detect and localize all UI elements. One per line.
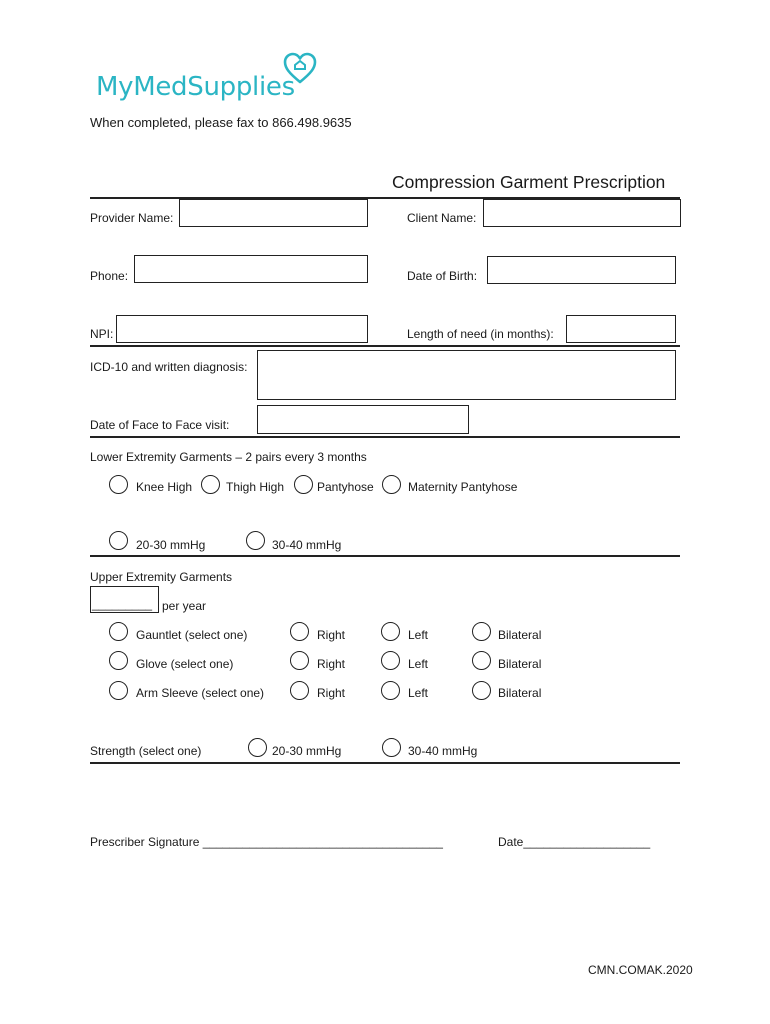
- icd10-diagnosis-input[interactable]: [257, 350, 676, 400]
- knee-high-radio[interactable]: [109, 475, 128, 494]
- pantyhose-radio[interactable]: [294, 475, 313, 494]
- form-code: CMN.COMAK.2020: [588, 963, 693, 977]
- glove-bilateral-label: Bilateral: [498, 657, 542, 671]
- strength-30-40-label: 30-40 mmHg: [408, 744, 478, 758]
- phone-input[interactable]: [134, 255, 368, 283]
- divider: [90, 555, 680, 557]
- prescriber-signature-field[interactable]: Prescriber Signature ____________________________________: [90, 835, 443, 849]
- brand-logo: MyMedSupplies: [96, 72, 295, 102]
- upper-extremity-heading: Upper Extremity Garments: [90, 570, 233, 584]
- arm-sleeve-left-label: Left: [408, 686, 429, 700]
- lower-extremity-heading: Lower Extremity Garments – 2 pairs every 3 months: [90, 450, 367, 464]
- npi-input[interactable]: [116, 315, 368, 343]
- gauntlet-bilateral-label: Bilateral: [498, 628, 542, 642]
- thigh-high-label: Thigh High: [226, 480, 285, 494]
- face-to-face-date-input[interactable]: [257, 405, 469, 434]
- thigh-high-radio[interactable]: [201, 475, 220, 494]
- glove-label: Glove (select one): [136, 657, 234, 671]
- glove-radio[interactable]: [109, 651, 128, 670]
- maternity-pantyhose-label: Maternity Pantyhose: [408, 480, 518, 494]
- date-of-birth-input[interactable]: [487, 256, 676, 284]
- form-title: Compression Garment Prescription: [392, 172, 666, 192]
- phone-label: Phone:: [90, 269, 129, 283]
- strength-30-40-radio[interactable]: [382, 738, 401, 757]
- glove-right-radio[interactable]: [290, 651, 309, 670]
- divider: [90, 345, 680, 347]
- strength-20-30-label: 20-30 mmHg: [272, 744, 342, 758]
- glove-right-label: Right: [317, 657, 346, 671]
- date-of-birth-label: Date of Birth:: [407, 269, 478, 283]
- signature-date-field[interactable]: Date___________________: [498, 835, 651, 849]
- divider: [90, 436, 680, 438]
- gauntlet-right-label: Right: [317, 628, 346, 642]
- lower-30-40-radio[interactable]: [246, 531, 265, 550]
- arm-sleeve-left-radio[interactable]: [381, 681, 400, 700]
- glove-bilateral-radio[interactable]: [472, 651, 491, 670]
- arm-sleeve-right-label: Right: [317, 686, 346, 700]
- heart-logo-icon: [283, 52, 317, 86]
- lower-20-30-label: 20-30 mmHg: [136, 538, 206, 552]
- per-year-label: per year: [162, 599, 207, 613]
- length-of-need-input[interactable]: [566, 315, 676, 343]
- arm-sleeve-radio[interactable]: [109, 681, 128, 700]
- length-of-need-label: Length of need (in months):: [407, 327, 554, 341]
- strength-20-30-radio[interactable]: [248, 738, 267, 757]
- lower-30-40-label: 30-40 mmHg: [272, 538, 342, 552]
- provider-name-label: Provider Name:: [90, 211, 174, 225]
- face-to-face-label: Date of Face to Face visit:: [90, 418, 230, 432]
- gauntlet-left-radio[interactable]: [381, 622, 400, 641]
- pantyhose-label: Pantyhose: [317, 480, 374, 494]
- maternity-pantyhose-radio[interactable]: [382, 475, 401, 494]
- divider: [90, 762, 680, 764]
- icd10-label: ICD-10 and written diagnosis:: [90, 360, 248, 374]
- arm-sleeve-label: Arm Sleeve (select one): [136, 686, 265, 700]
- gauntlet-left-label: Left: [408, 628, 429, 642]
- knee-high-label: Knee High: [136, 480, 193, 494]
- arm-sleeve-right-radio[interactable]: [290, 681, 309, 700]
- gauntlet-radio[interactable]: [109, 622, 128, 641]
- lower-20-30-radio[interactable]: [109, 531, 128, 550]
- gauntlet-bilateral-radio[interactable]: [472, 622, 491, 641]
- arm-sleeve-bilateral-radio[interactable]: [472, 681, 491, 700]
- arm-sleeve-bilateral-label: Bilateral: [498, 686, 542, 700]
- glove-left-label: Left: [408, 657, 429, 671]
- glove-left-radio[interactable]: [381, 651, 400, 670]
- per-year-blank: _________: [92, 597, 153, 611]
- strength-label: Strength (select one): [90, 744, 202, 758]
- fax-instruction: When completed, please fax to 866.498.9635: [90, 115, 352, 130]
- gauntlet-label: Gauntlet (select one): [136, 628, 248, 642]
- npi-label: NPI:: [90, 327, 114, 341]
- gauntlet-right-radio[interactable]: [290, 622, 309, 641]
- provider-name-input[interactable]: [179, 199, 368, 227]
- client-name-label: Client Name:: [407, 211, 477, 225]
- client-name-input[interactable]: [483, 199, 681, 227]
